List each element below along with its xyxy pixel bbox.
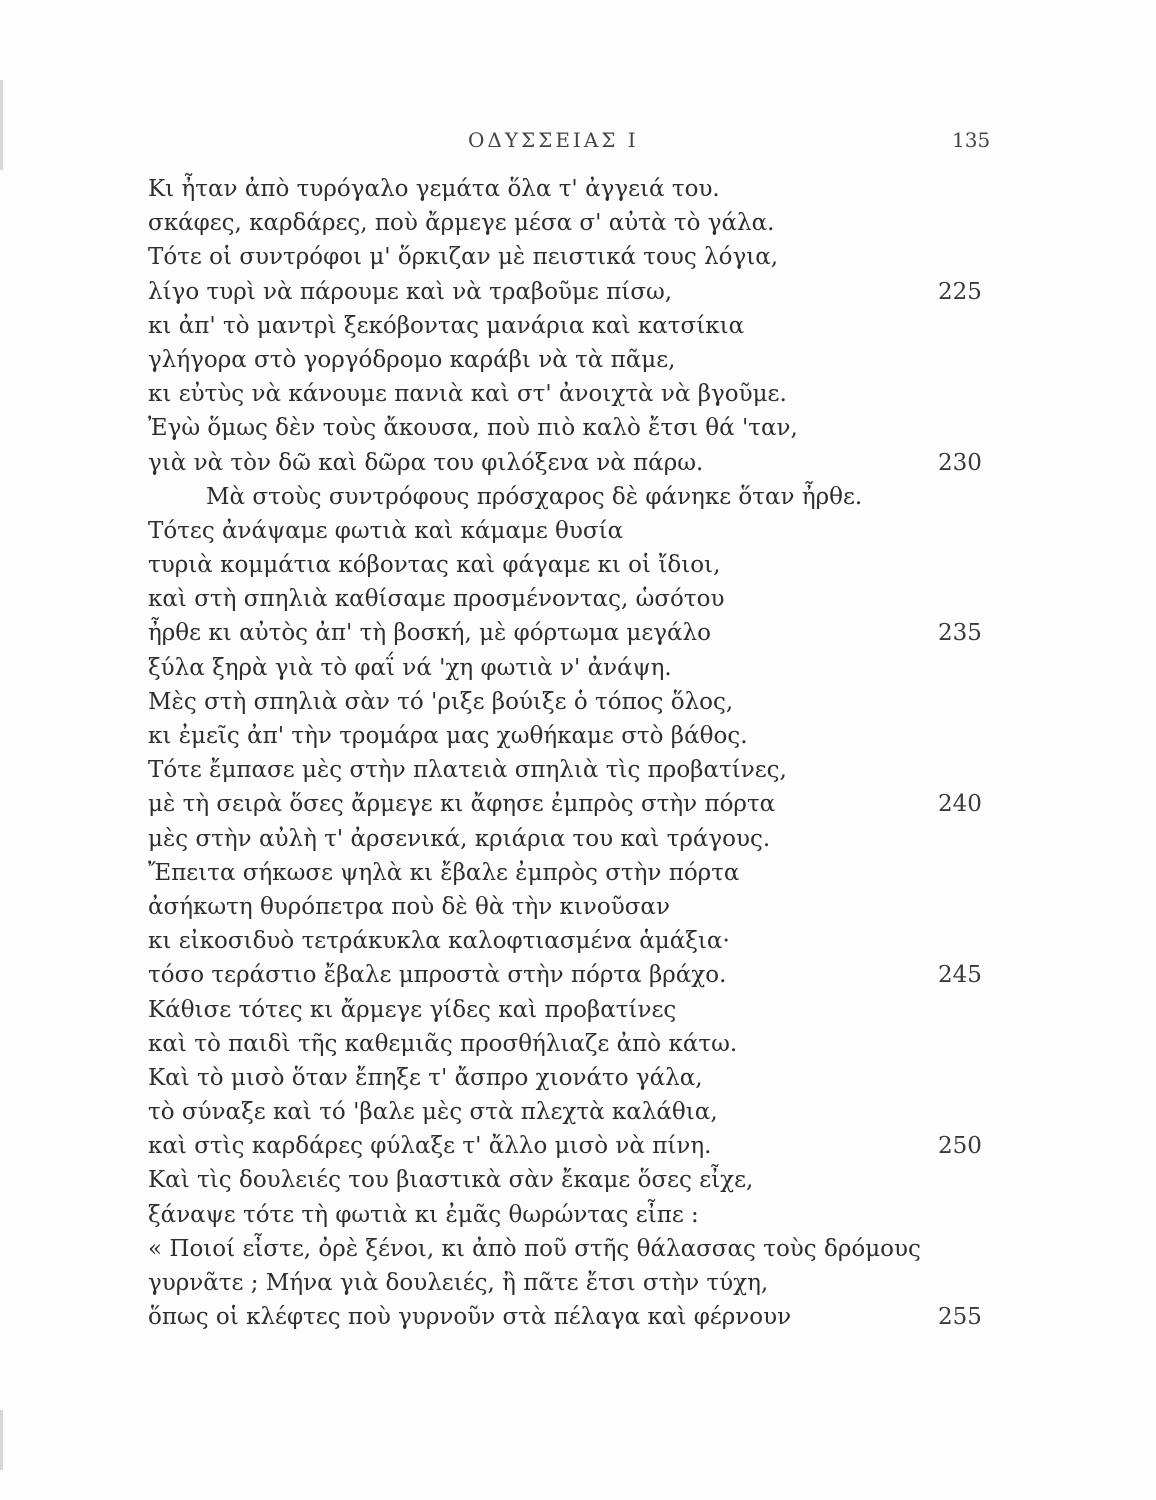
verse-line — [0, 993, 1156, 1027]
verse-text: τόσο τεράστιο ἔβαλε μπροστὰ στὴν πόρτα βράχο. — [148, 962, 727, 989]
verse-text: γλήγορα στὸ γοργόδρομο καράβι νὰ τὰ πᾶμε, — [148, 346, 676, 373]
page-number: 135 — [952, 128, 991, 152]
verse-line — [0, 787, 1156, 821]
left-page-edge-lower — [0, 1410, 3, 1470]
verse-text: κι ἀπ' τὸ μαντρὶ ξεκόβοντας μανάρια καὶ κατσίκια — [148, 312, 745, 339]
line-number: 245 — [938, 962, 982, 989]
verse-line — [0, 685, 1156, 719]
verse-line — [0, 172, 1156, 206]
verse-text: Καὶ τὸ μισὸ ὅταν ἔπηξε τ' ἄσπρο χιονάτο γάλα, — [148, 1064, 703, 1091]
line-number: 230 — [938, 449, 982, 476]
running-head — [0, 128, 1156, 158]
verse-text: Κι ἦταν ἀπὸ τυρόγαλο γεμάτα ὅλα τ' ἀγγειά του. — [148, 176, 720, 202]
verse-text: ξύλα ξηρὰ γιὰ τὸ φαΐ νά 'χη φωτιὰ ν' ἀνάψη. — [148, 654, 672, 681]
verse-text: « Ποιοί εἶστε, ὀρὲ ξένοι, κι ἀπὸ ποῦ στῆς θάλασσας τοὺς δρόμους — [148, 1235, 921, 1262]
verse-line — [0, 1129, 1156, 1163]
verse-text: τὸ σύναξε καὶ τό 'βαλε μὲς στὰ πλεχτὰ καλάθια, — [148, 1099, 718, 1126]
verse-line — [0, 753, 1156, 787]
line-number: 235 — [938, 620, 982, 647]
verse-text: λίγο τυρὶ νὰ πάρουμε καὶ νὰ τραβοῦμε πίσω, — [148, 278, 673, 305]
verse-line — [0, 924, 1156, 958]
verse-line — [0, 377, 1156, 411]
verse-text: κι εὐτὺς νὰ κάνουμε πανιὰ καὶ στ' ἀνοιχτὰ νὰ βγοῦμε. — [148, 381, 787, 408]
line-number: 240 — [938, 791, 982, 818]
line-number: 250 — [938, 1133, 982, 1160]
verse-text: καὶ τὸ παιδὶ τῆς καθεμιᾶς προσθήλιαζε ἀπὸ κάτω. — [148, 1030, 738, 1057]
verse-line — [0, 1061, 1156, 1095]
verse-line — [0, 411, 1156, 445]
verse-text: τυριὰ κομμάτια κόβοντας καὶ φάγαμε κι οἱ ἴδιοι, — [148, 552, 721, 579]
verse-text: ξάναψε τότε τὴ φωτιὰ κι ἐμᾶς θωρώντας εἶπε : — [148, 1201, 699, 1228]
verse-line — [0, 890, 1156, 924]
verse-line — [0, 1232, 1156, 1266]
line-number: 255 — [938, 1304, 982, 1331]
verse-text: καὶ στὴ σπηλιὰ καθίσαμε προσμένοντας, ὡσότου — [148, 586, 725, 613]
verse-text: Ἐγὼ ὅμως δὲν τοὺς ἄκουσα, ποὺ πιὸ καλὸ ἔτσι θά 'ταν, — [148, 415, 798, 442]
verse-line — [0, 240, 1156, 274]
verse-line — [0, 343, 1156, 377]
verse-text: Τότε οἱ συντρόφοι μ' ὅρκιζαν μὲ πειστικά τους λόγια, — [148, 244, 779, 271]
verse-text: ἀσήκωτη θυρόπετρα ποὺ δὲ θὰ τὴν κινοῦσαν — [148, 893, 670, 920]
verse-text: ἦρθε κι αὐτὸς ἀπ' τὴ βοσκή, μὲ φόρτωμα μεγάλο — [148, 620, 711, 647]
verse-line — [0, 1198, 1156, 1232]
verse-text: γυρνᾶτε ; Μήνα γιὰ δουλειές, ἢ πᾶτε ἔτσι στὴν τύχη, — [148, 1270, 769, 1296]
verse-line — [0, 1266, 1156, 1300]
verse-line — [0, 822, 1156, 856]
verse-line — [0, 275, 1156, 309]
running-title: ΟΔΥΣΣΕΙΑΣ Ι — [468, 128, 639, 152]
verse-line — [0, 1027, 1156, 1061]
verse-text: Τότε ἔμπασε μὲς στὴν πλατειὰ σπηλιὰ τὶς προβατίνες, — [148, 757, 787, 784]
verse-line — [0, 1095, 1156, 1129]
verse-text: μὲ τὴ σειρὰ ὅσες ἄρμεγε κι ἄφησε ἐμπρὸς στὴν πόρτα — [148, 791, 776, 818]
verse-line — [0, 1163, 1156, 1197]
verse-block — [0, 172, 1156, 1334]
verse-text: Καὶ τὶς δουλειές του βιαστικὰ σὰν ἔκαμε ὅσες εἶχε, — [148, 1167, 754, 1194]
verse-text: σκάφες, καρδάρες, ποὺ ἄρμεγε μέσα σ' αὐτὰ τὸ γάλα. — [148, 210, 775, 237]
verse-text: Μὲς στὴ σπηλιὰ σὰν τό 'ριξε βούιξε ὁ τόπος ὅλος, — [148, 688, 734, 715]
verse-line — [0, 1300, 1156, 1334]
verse-text: γιὰ νὰ τὸν δῶ καὶ δῶρα του φιλόξενα νὰ πάρω. — [148, 449, 704, 476]
verse-line — [0, 446, 1156, 480]
verse-line — [0, 514, 1156, 548]
verse-text: κι εἰκοσιδυὸ τετράκυκλα καλοφτιασμένα ἁμάξια· — [148, 928, 730, 955]
verse-text: Τότες ἀνάψαμε φωτιὰ καὶ κάμαμε θυσία — [148, 517, 624, 544]
verse-line — [0, 958, 1156, 992]
verse-line — [0, 480, 1156, 514]
verse-line — [0, 616, 1156, 650]
verse-line — [0, 548, 1156, 582]
verse-text: καὶ στὶς καρδάρες φύλαξε τ' ἄλλο μισὸ νὰ πίνη. — [148, 1133, 712, 1160]
verse-line — [0, 582, 1156, 616]
verse-text: κι ἐμεῖς ἀπ' τὴν τρομάρα μας χωθήκαμε στὸ βάθος. — [148, 723, 748, 749]
verse-line — [0, 206, 1156, 240]
verse-text: μὲς στὴν αὐλὴ τ' ἀρσενικά, κριάρια του καὶ τράγους. — [148, 825, 771, 852]
verse-line — [0, 856, 1156, 890]
verse-line — [0, 309, 1156, 343]
verse-line — [0, 651, 1156, 685]
verse-text: ὅπως οἱ κλέφτες ποὺ γυρνοῦν στὰ πέλαγα καὶ φέρνουν — [148, 1304, 792, 1331]
verse-text: Κάθισε τότες κι ἄρμεγε γίδες καὶ προβατίνες — [148, 996, 677, 1023]
line-number: 225 — [938, 278, 982, 305]
verse-text: Μὰ στοὺς συντρόφους πρόσχαρος δὲ φάνηκε ὅταν ἦρθε. — [206, 483, 863, 510]
verse-line — [0, 719, 1156, 753]
verse-text: Ἔπειτα σήκωσε ψηλὰ κι ἔβαλε ἐμπρὸς στὴν πόρτα — [148, 859, 740, 886]
